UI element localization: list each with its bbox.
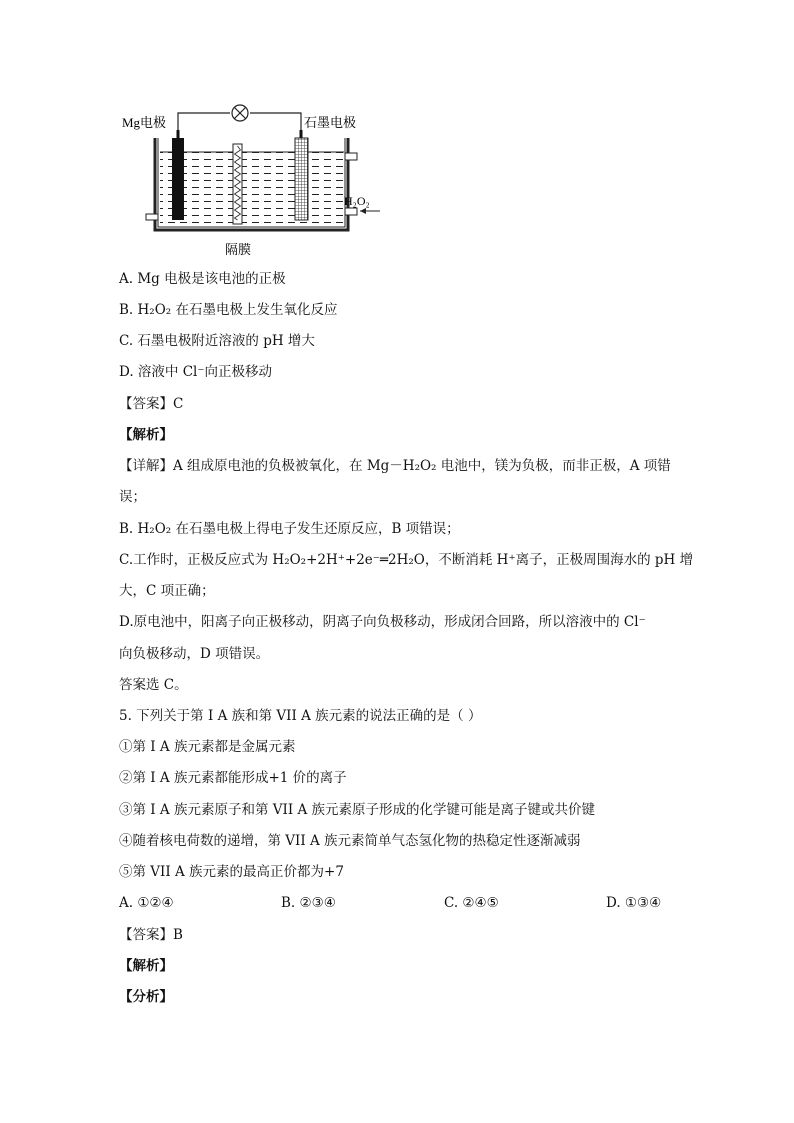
graphite-electrode: [295, 138, 308, 220]
q5-option-c: C. ②④⑤: [444, 895, 499, 911]
q5-answer: 【答案】B: [119, 927, 183, 943]
q4-analysis-heading: 【解析】: [119, 427, 173, 443]
q5-statement-1: ①第 I A 族元素都是金属元素: [119, 739, 296, 755]
label-membrane: 隔膜: [225, 242, 252, 257]
q5-stem: 5. 下列关于第 I A 族和第 VII A 族元素的说法正确的是（ ）: [119, 708, 482, 724]
label-h2o2: H₂O₂: [344, 194, 370, 208]
q4-option-b: B. H₂O₂ 在石墨电极上发生氧化反应: [119, 302, 338, 318]
q4-detail-b: B. H₂O₂ 在石墨电极上得电子发生还原反应，B 项错误；: [119, 521, 460, 537]
q4-answer: 【答案】C: [119, 396, 184, 412]
q4-option-a: A. Mg 电极是该电池的正极: [119, 271, 286, 287]
q5-analysis-heading: 【解析】: [119, 958, 173, 974]
q4-detail-a-line1: 【详解】A 组成原电池的负极被氧化，在 Mg－H₂O₂ 电池中，镁为负极，而非正极，A 项错: [119, 458, 671, 474]
q5-statement-4: ④随着核电荷数的递增，第 VII A 族元素简单气态氢化物的热稳定性逐渐减弱: [119, 833, 581, 849]
q4-detail-d-line1: D.原电池中，阳离子向正极移动，阴离子向负极移动，形成闭合回路，所以溶液中的 Cl⁻: [119, 614, 646, 630]
q4-detail-a-line2: 误；: [119, 489, 146, 505]
q5-option-a: A. ①②④: [119, 895, 174, 911]
q5-option-b: B. ②③④: [281, 895, 336, 911]
label-graphite-electrode: 石墨电极: [304, 115, 357, 130]
q5-statement-2: ②第 I A 族元素都能形成+1 价的离子: [119, 770, 347, 786]
q4-detail-c-line2: 大，C 项正确；: [119, 583, 215, 599]
q4-conclusion: 答案选 C。: [119, 677, 188, 693]
q4-detail-d-line2: 向负极移动，D 项错误。: [119, 646, 270, 662]
q5-option-d: D. ①③④: [606, 895, 662, 911]
label-mg-electrode: Mg电极: [122, 115, 167, 130]
bulb-icon: [232, 105, 248, 121]
q5-statement-5: ⑤第 VII A 族元素的最高正价都为+7: [119, 864, 344, 880]
q5-statement-3: ③第 I A 族元素原子和第 VII A 族元素原子形成的化学键可能是离子键或共价键: [119, 802, 595, 818]
cell-diagram: [118, 100, 390, 262]
q4-option-d: D. 溶液中 Cl⁻向正极移动: [119, 364, 272, 380]
mg-electrode: [172, 138, 184, 220]
q4-option-c: C. 石墨电极附近溶液的 pH 增大: [119, 333, 315, 349]
q4-detail-c-line1: C.工作时，正极反应式为 H₂O₂+2H⁺+2e⁻═2H₂O，不断消耗 H⁺离子，正极周围海水的 pH 增: [119, 552, 694, 568]
solution: [160, 152, 344, 226]
q5-fenxi-heading: 【分析】: [119, 989, 173, 1005]
